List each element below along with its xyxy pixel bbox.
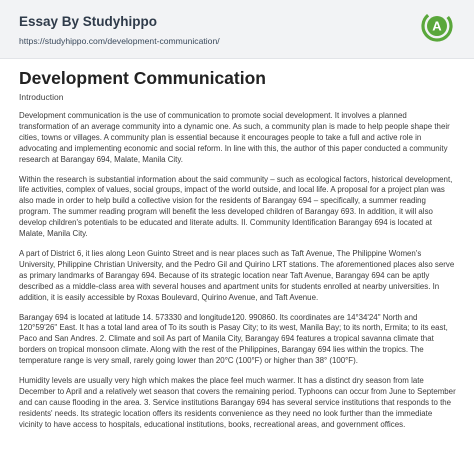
essay-paragraph: Barangay 694 is located at latitude 14. 573330 and longitude120. 990860. Its coordinates are 14°34'24" North and 120°59'26" East. It has a total land area of To its south is Pasay City; to its west, Manila Bay; to its north, Ermita; to its east, Paco and San Andres. 2. Climate and soil As part of Manila City, Barangay 694 features a tropical savanna climate that borders on tropical monsoon climate. Along with the rest of the Philippines, Barangay 694 lies within the tropics. The temperature range is very small, rarely going lower than 20°C (100°F) or higher than 38° (100°F). [19,312,448,366]
essay-paragraph: Development communication is the use of communication to promote social development. It involves a planned transformation of an average community into a dynamic one. As such, a community plan is made to help people shape their cities, towns or villages. A community plan is essential because it encourages people to take a full and active role in advocating and implementing economic and social reform. In line with this, the author of this paper conducted a community research at Barangay 694, Malate, Manila City. [19,111,450,164]
studyhippo-logo-icon[interactable] [421,10,453,42]
essay-content [19,64,457,431]
logo-letter: A [432,18,442,34]
site-header [0,0,474,59]
site-brand[interactable]: Essay By Studyhippo [19,14,158,29]
essay-paragraph: A part of District 6, it lies along Leon Guinto Street and is near places such as Taft Avenue, The Philippine Women's University, Philippine Christian University, and the Pedro Gil and Quirino LRT stations. The aforementioned places also serve as primary landmarks of Barangay 694. Because of its strategic location near Taft Avenue, Barangay 694 can be aptly described as a middle-class area with several houses and apartment units for students enrolled at nearby universities. In addition, it is easily accessible by Roxas Boulevard, Quirino Avenue, and Taft Avenue. [19,248,455,302]
essay-paragraph: Within the research is substantial information about the said community – such as ecological factors, historical development, life activities, complex of values, social groups, impact of the world outside, and local life. A proposal for a project plan was also made in order to help build a collective vision for the residents of Barangay 694 – specifically, a summer reading program. The summer reading program will benefit the less developed children of Barangay 693. In addition, it will also develop children's potentials to be educated and literate adults. II. Community Identification Barangay 694 is located at Malate, Manila City. [19,174,453,239]
essay-paragraph: Humidity levels are usually very high which makes the place feel much warmer. It has a distinct dry season from late December to April and a relatively wet season that covers the remaining period. Typhoons can occur from June to September and can cause flooding in the area. 3. Service institutions Barangay 694 has several service institutions that responds to the residents' needs. Its strategic location offers its residents convenience as they need no look further than the immediate vicinity to have access to hospitals, educational institutions, books, recreational areas, and government offices. [19,376,456,429]
section-heading: Introduction [19,92,64,102]
essay-title: Development Communication [19,68,266,88]
page-url[interactable]: https://studyhippo.com/development-communication/ [19,36,220,46]
